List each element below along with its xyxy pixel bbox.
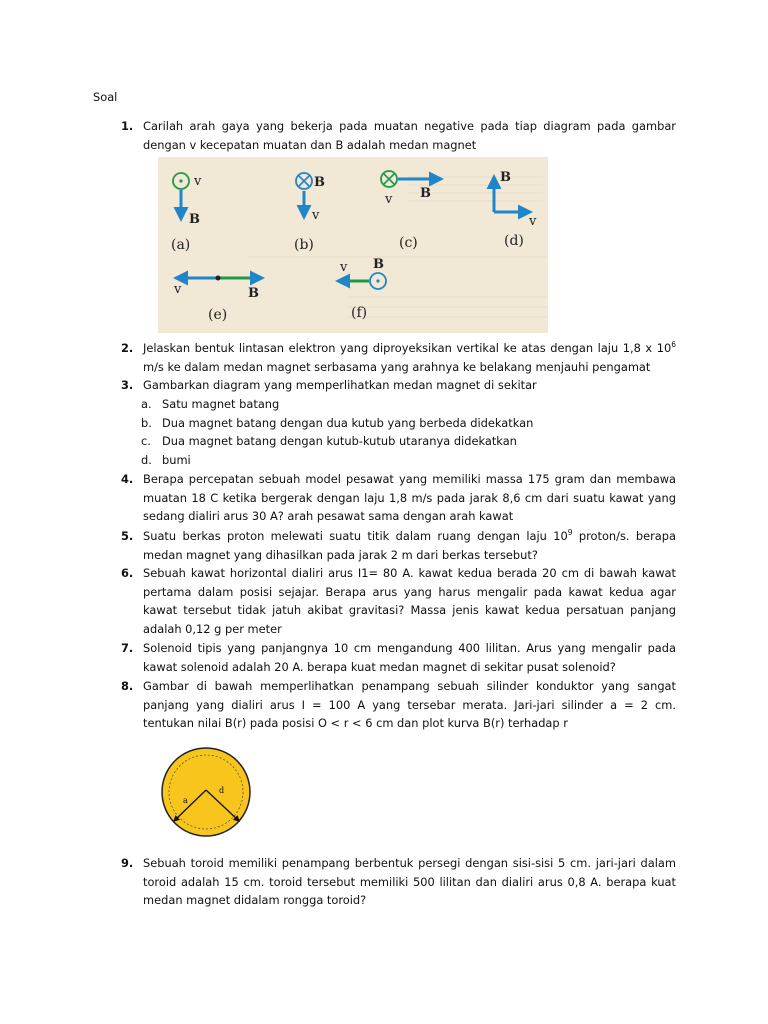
question-number: 5.	[121, 529, 134, 543]
subitem-c	[141, 432, 661, 451]
panel-label: (f)	[351, 305, 368, 321]
label-a: a	[183, 796, 188, 805]
label-B: B	[420, 186, 431, 201]
question-text	[143, 339, 676, 376]
question-9	[121, 854, 676, 910]
label-v: v	[312, 208, 320, 223]
question-text-part: Jelaskan bentuk lintasan elektron yang diproyeksikan vertikal ke atas dengan laju 1,8 x 10	[143, 341, 672, 355]
subitem-letter: b.	[141, 416, 152, 430]
label-B: B	[373, 257, 384, 272]
question-text-part: proton/s. berapa medan magnet yang dihasilkan pada jarak 2 m dari berkas tersebut?	[143, 529, 676, 562]
subitem-text: Satu magnet batang	[162, 397, 280, 411]
question-number: 4.	[121, 472, 134, 486]
question-number: 3.	[121, 378, 134, 392]
subitem-a	[141, 395, 661, 414]
label-B: B	[248, 286, 259, 301]
question-8	[121, 677, 676, 733]
question-text: Sebuah kawat horizontal dialiri arus I1= 80 A. kawat kedua berada 20 cm di bawah kawat pertama dalam posisi sejajar. Berapa arus yang harus mengalir pada kawat kedua agar kawat tersebut tidak jatuh akibat gravitasi? Massa jenis kawat kedua persatuan panjang adalah 0,12 g per meter	[143, 566, 676, 636]
subitem-b	[141, 414, 661, 433]
question-number: 9.	[121, 856, 134, 870]
question-4	[121, 470, 676, 526]
label-v: v	[529, 214, 537, 229]
panel-label: (b)	[294, 237, 314, 253]
label-v: v	[194, 174, 202, 189]
page-title: Soal	[93, 90, 118, 104]
label-d: d	[219, 786, 225, 795]
question-text: Berapa percepatan sebuah model pesawat yang memiliki massa 175 gram dan membawa muatan 18 C ketika bergerak dengan laju 1,8 m/s pada jarak 8,6 cm dari suatu kawat yang sedang dialiri arus 30 A? arah pesawat sama dengan arah kawat	[143, 472, 676, 523]
label-B: B	[314, 175, 325, 190]
panel-label: (c)	[399, 235, 418, 251]
question-1	[121, 117, 676, 154]
question-number: 7.	[121, 641, 134, 655]
subitem-text: Dua magnet batang dengan dua kutub yang berbeda didekatkan	[162, 416, 534, 430]
question-5	[121, 527, 676, 564]
subitem-text: bumi	[162, 453, 191, 467]
subitem-letter: c.	[141, 434, 151, 448]
label-B: B	[189, 212, 200, 227]
question-7	[121, 639, 676, 676]
magnetic-force-diagram	[158, 157, 548, 333]
label-v: v	[174, 282, 182, 297]
question-6	[121, 564, 676, 638]
panel-label: (d)	[504, 233, 524, 249]
question-number: 2.	[121, 341, 134, 355]
cylinder-cross-section-diagram	[156, 746, 256, 838]
label-v: v	[340, 260, 348, 275]
label-v: v	[385, 192, 393, 207]
question-text: Solenoid tipis yang panjangnya 10 cm mengandung 400 lilitan. Arus yang mengalir pada kawat solenoid adalah 20 A. berapa kuat medan magnet di sekitar pusat solenoid?	[143, 641, 676, 674]
superscript: 6	[671, 340, 676, 350]
question-text: Gambarkan diagram yang memperlihatkan medan magnet di sekitar	[143, 378, 537, 392]
question-text: Sebuah toroid memiliki penampang berbentuk persegi dengan sisi-sisi 5 cm. jari-jari dalam toroid adalah 15 cm. toroid tersebut memiliki 500 lilitan dan dialiri arus 0,8 A. berapa kuat medan magnet didalam rongga toroid?	[143, 856, 676, 907]
question-text: Carilah arah gaya yang bekerja pada muatan negative pada tiap diagram pada gambar dengan v kecepatan muatan dan B adalah medan magnet	[143, 119, 676, 152]
question-number: 6.	[121, 566, 134, 580]
question-number: 1.	[121, 119, 134, 133]
panel-label: (a)	[171, 237, 191, 253]
question-text-part: m/s ke dalam medan magnet serbasama yang arahnya ke belakang menjauhi pengamat	[143, 359, 651, 374]
panel-label: (e)	[208, 307, 228, 323]
superscript: 9	[567, 528, 573, 538]
question-number: 8.	[121, 679, 134, 693]
question-text: Gambar di bawah memperlihatkan penampang sebuah silinder konduktor yang sangat panjang yang dialiri arus I = 100 A yang tersebar merata. Jari-jari silinder a = 2 cm. tentukan nilai B(r) pada posisi O < r < 6 cm dan plot kurva B(r) terhadap r	[143, 679, 676, 730]
subitem-text: Dua magnet batang dengan kutub-kutub utaranya didekatkan	[162, 434, 517, 448]
question-text	[143, 527, 676, 564]
subitem-letter: a.	[141, 397, 152, 411]
cylinder-outline	[162, 748, 250, 836]
question-2	[121, 339, 676, 376]
question-text-part: Suatu berkas proton melewati suatu titik dalam ruang dengan laju 10	[143, 529, 568, 543]
subitem-d	[141, 451, 661, 470]
subitem-letter: d.	[141, 453, 152, 467]
label-B: B	[500, 170, 511, 185]
question-3	[121, 376, 676, 395]
